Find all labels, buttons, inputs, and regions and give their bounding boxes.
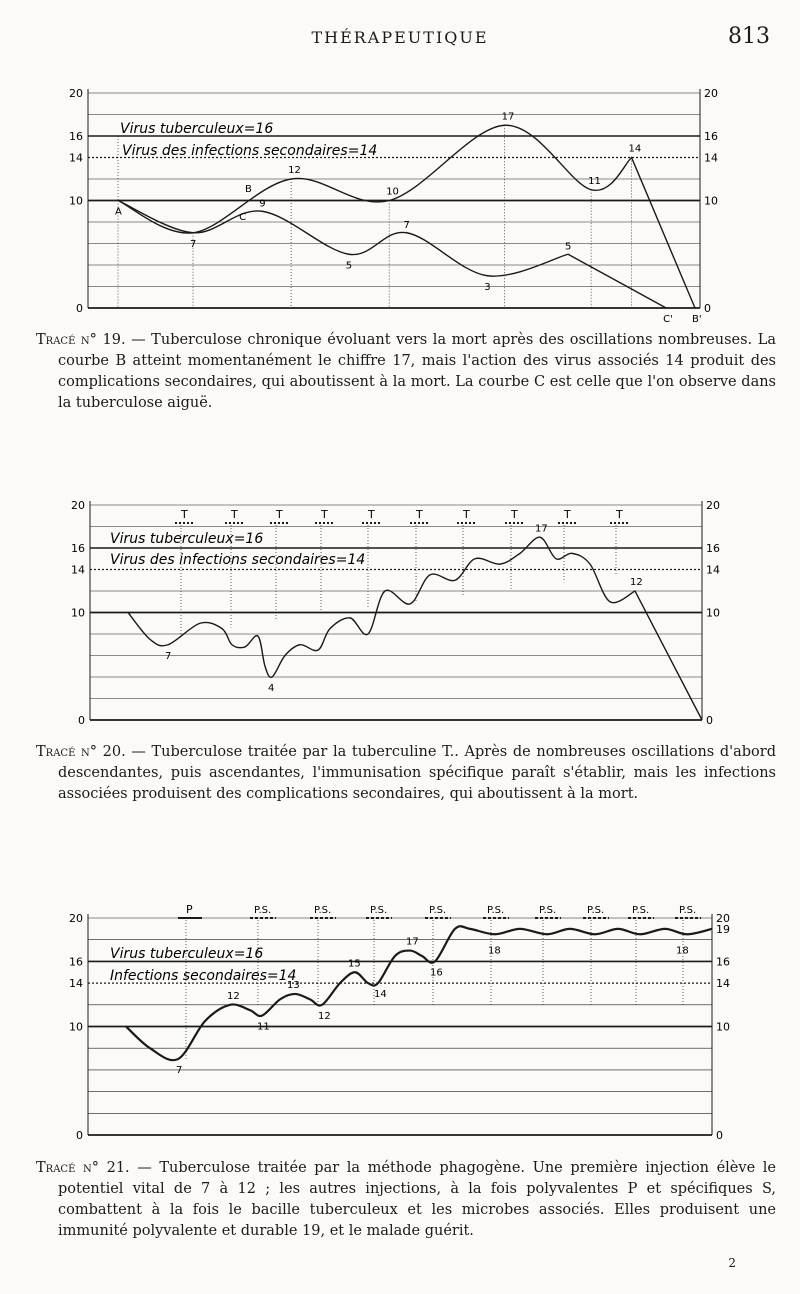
trace-20-injection-t: T [368, 508, 375, 521]
trace-19-ytick-left: 16 [69, 130, 83, 143]
trace-20-injection-t: T [231, 508, 238, 521]
trace-21-point-label: 11 [257, 1021, 270, 1033]
trace-20-ytick-right: 0 [706, 714, 713, 727]
trace-19-b-point-label: 10 [386, 186, 399, 198]
trace-21-injection-ps: P.S. [632, 905, 650, 916]
trace-21-injection-ps: P.S. [587, 905, 605, 916]
trace-21-chart [0, 885, 800, 1150]
trace-20-label-virus-tuberculeux: Virus tuberculeux=16 [110, 531, 264, 547]
trace-21-ytick-right: 20 [716, 912, 730, 925]
trace-21-ytick-right: 16 [716, 955, 730, 969]
trace-19-c-point-label: 5 [565, 241, 572, 253]
trace-20-chart [0, 490, 800, 735]
trace-21-injection-ps: P.S. [254, 905, 272, 916]
trace-20-point-label: 17 [535, 523, 548, 535]
trace-19-caption-text: — Tuberculose chronique évoluant vers la mort après des oscillations nombreuses. La courbe B atteint momentanément le chiffre 17, mais l'action des virus associés 14 produit des complications secondaires, qui aboutissent à la mort. La courbe C est celle que l'on observe dans la tuberculose aiguë. [58, 332, 776, 411]
trace-19-b-point-label: 7 [190, 238, 197, 250]
trace-20-ytick-right: 20 [706, 499, 720, 512]
trace-21-label-infections-secondaires: Infections secondaires=14 [110, 968, 297, 984]
trace-21-point-label: 15 [348, 958, 361, 970]
trace-19-c-point-label: 9 [259, 198, 266, 210]
trace-20-injection-t: T [463, 508, 470, 521]
trace-21-point-label: 18 [676, 945, 689, 957]
trace-21-point-label: 13 [287, 979, 300, 991]
trace-19-ytick-right: 20 [704, 87, 718, 100]
trace-19-caption-lead: Tracé n° 19. [36, 332, 126, 348]
trace-21-ytick-left: 0 [76, 1129, 83, 1142]
trace-21-point-label: 12 [227, 990, 240, 1002]
trace-21-caption-lead: Tracé n° 21. [36, 1160, 130, 1176]
trace-19-caption [36, 330, 776, 414]
trace-19-ytick-left: 14 [69, 151, 83, 165]
trace-19-b-point-label: 11 [588, 175, 601, 187]
trace-20-ytick-left: 0 [78, 714, 85, 727]
trace-20-injection-t: T [616, 508, 623, 521]
trace-21-caption [36, 1158, 776, 1242]
trace-20-ytick-left: 20 [71, 499, 85, 512]
trace-19-ytick-left: 0 [76, 302, 83, 315]
trace-20-caption-text: — Tuberculose traitée par la tuberculine T.. Après de nombreuses oscillations d'abord descendantes, puis ascendantes, l'immunisation spécifique paraît s'établir, mais les infections associées produisent des complications secondaires, qui aboutissent à la mort. [58, 744, 777, 802]
trace-21-injection-ps: P.S. [539, 905, 557, 916]
trace-19-label-virus-tuberculeux: Virus tuberculeux=16 [120, 121, 274, 137]
trace-20-injection-t: T [181, 508, 188, 521]
trace-21-point-label: 18 [488, 945, 501, 957]
trace-19-ytick-left: 20 [69, 87, 83, 100]
trace-19-ytick-right: 14 [704, 151, 718, 165]
trace-19-chart [0, 78, 800, 323]
trace-20-injection-t: T [321, 508, 328, 521]
trace-21-ytick-right: 0 [716, 1129, 723, 1142]
trace-20-point-label: 7 [165, 650, 172, 662]
trace-20-caption [36, 742, 776, 805]
trace-19-b-point-label: A [115, 206, 122, 218]
trace-19-label-virus-secondaires: Virus des infections secondaires=14 [122, 143, 378, 159]
trace-21-ytick-left: 14 [69, 977, 83, 991]
trace-21-point-labels [176, 920, 689, 1076]
trace-19-curve-b-letter: B [244, 183, 252, 195]
trace-20-ytick-left: 10 [71, 606, 85, 620]
trace-19-ytick-right: 0 [704, 302, 711, 315]
trace-20-caption-lead: Tracé n° 20. [36, 744, 126, 760]
trace-21-ytick-right: 10 [716, 1020, 730, 1034]
trace-21-point-label: 16 [430, 967, 443, 979]
trace-20-label-virus-secondaires: Virus des infections secondaires=14 [110, 552, 366, 568]
trace-19-ytick-left: 10 [69, 194, 83, 208]
trace-19-b-point-label: 17 [501, 111, 515, 123]
trace-21-ytick-left: 16 [69, 955, 83, 969]
trace-20-injection-t: T [276, 508, 283, 521]
trace-21-injection-ps: P.S. [679, 905, 697, 916]
trace-19-c-point-label: 7 [403, 219, 410, 231]
trace-21-injection-ps: P.S. [314, 905, 332, 916]
trace-19-c-point-label: 5 [345, 260, 353, 272]
signature-mark: 2 [728, 1256, 736, 1270]
trace-21-injection-ps: P.S. [370, 905, 388, 916]
trace-21-point-label: 12 [318, 1010, 331, 1022]
trace-20-injection-markers [175, 508, 628, 523]
trace-20-ytick-left: 16 [71, 542, 85, 555]
trace-20-ytick-right: 10 [706, 606, 720, 620]
trace-20-injection-t: T [416, 508, 423, 521]
trace-20-point-labels [165, 523, 643, 694]
trace-19-c-point-label: C' [663, 314, 673, 323]
trace-21-injection-ps: P.S. [429, 905, 447, 916]
trace-20-injection-t: T [564, 508, 571, 521]
trace-21-injection-ps: P.S. [487, 905, 505, 916]
trace-21-ytick-left: 20 [69, 912, 83, 925]
trace-19-ytick-right: 10 [704, 194, 718, 208]
trace-21-ytick-right: 19 [716, 922, 730, 936]
trace-20-point-label: 4 [268, 683, 275, 694]
trace-19-b-point-label: 14 [628, 143, 642, 155]
trace-21-injection-markers [178, 903, 701, 918]
trace-19-curve-c-letter: C [239, 211, 247, 223]
trace-21-ytick-left: 10 [69, 1020, 83, 1034]
trace-20-ytick-right: 16 [706, 542, 720, 555]
trace-19-curve-c [118, 201, 666, 309]
trace-19-ytick-right: 16 [704, 130, 718, 143]
trace-21-point-label: 7 [176, 1065, 183, 1077]
trace-21-caption-text: — Tuberculose traitée par la méthode phagogène. Une première injection élève le potentiel vital de 7 à 12 ; les autres injections, à la fois polyvalentes P et spécifiques S, combattent à la fois le bacille tuberculeux et les microbes associés. Elles produisent une immunité polyvalente et durable 19, et le malade guérit. [58, 1160, 776, 1239]
trace-19-b-point-label: B' [692, 314, 702, 323]
trace-20-point-label: 12 [630, 577, 643, 588]
trace-21-injection-p: P [186, 903, 193, 916]
page-number: 813 [728, 24, 770, 49]
trace-21-label-virus-tuberculeux: Virus tuberculeux=16 [110, 946, 264, 962]
trace-21-ytick-right: 14 [716, 977, 730, 991]
trace-20-injection-t: T [511, 508, 518, 521]
trace-20-ytick-left: 14 [71, 563, 85, 577]
page-header-title: THÉRAPEUTIQUE [311, 28, 489, 47]
trace-21-point-label: 14 [374, 989, 387, 1001]
trace-20-ytick-right: 14 [706, 563, 720, 577]
trace-21-point-label: 17 [406, 936, 419, 948]
trace-19-c-point-label: 3 [484, 281, 491, 293]
trace-19-b-point-label: 12 [288, 165, 301, 176]
